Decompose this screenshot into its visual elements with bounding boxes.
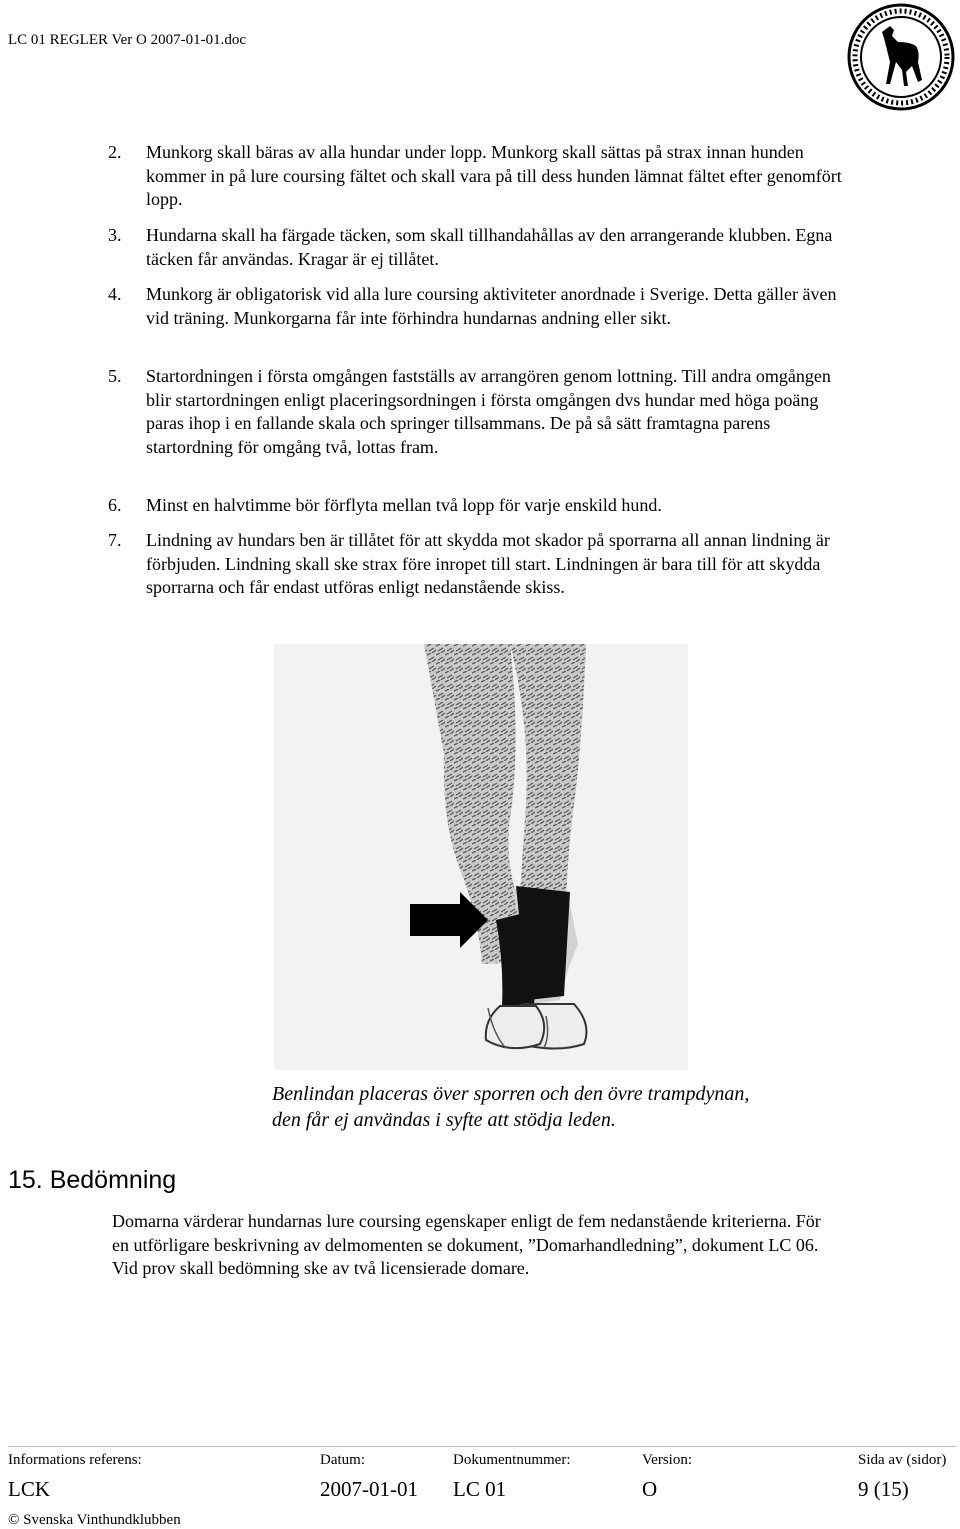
list-text: Minst en halvtimme bör förflyta mellan två lopp för varje enskild hund.: [146, 495, 662, 515]
footer-label-version: Version:: [642, 1452, 692, 1468]
footer-value-page: 9 (15): [858, 1477, 909, 1501]
list-number: 6.: [108, 495, 122, 515]
document-filename: LC 01 REGLER Ver O 2007-01-01.doc: [8, 32, 247, 48]
svenska-vinthundklubben-logo-icon: [846, 2, 956, 112]
illustration-caption: [272, 1081, 749, 1133]
list-text: Munkorg är obligatorisk vid alla lure coursing aktiviteter anordnade i Sverige. Detta gäller även vid träning. Munkorgarna får inte förhindra hundarnas andning eller sikt.: [146, 284, 837, 328]
list-number: 3.: [108, 225, 122, 245]
bandaged-dog-legs-illustration: [274, 644, 688, 1070]
list-number: 2.: [108, 142, 122, 162]
caption-line: den får ej användas i syfte att stödja leden.: [272, 1109, 616, 1131]
footer-value-version: O: [642, 1477, 658, 1501]
rule-item-4: [108, 283, 848, 330]
rule-item-5: [108, 365, 848, 459]
footer-divider: [8, 1446, 956, 1447]
copyright-notice: © Svenska Vinthundklubben: [8, 1512, 181, 1528]
footer-value-docnumber: LC 01: [453, 1477, 507, 1501]
footer-label-date: Datum:: [320, 1452, 365, 1468]
footer-value-date: 2007-01-01: [320, 1477, 418, 1501]
footer-label-reference: Informations referens:: [8, 1452, 142, 1468]
list-number: 4.: [108, 284, 122, 304]
rule-item-7: [108, 529, 848, 600]
list-number: 5.: [108, 366, 122, 386]
rule-item-3: [108, 224, 848, 271]
footer-label-docnumber: Dokumentnummer:: [453, 1452, 571, 1468]
section-body: Domarna värderar hundarnas lure coursing egenskaper enligt de fem nedanstående kriterierna. För en utförligare beskrivning av delmomenten se dokument, ”Domarhandledning”, dokument LC 06. Vid prov skall bedömning ske av två licensierade domare.: [112, 1211, 821, 1278]
list-text: Hundarna skall ha färgade täcken, som skall tillhandahållas av den arrangerande klubben. Egna täcken får användas. Kragar är ej tillåtet.: [146, 225, 833, 269]
list-text: Munkorg skall bäras av alla hundar under lopp. Munkorg skall sättas på strax innan hunden kommer in på lure coursing fältet och skall vara på till dess hunden lämnat fältet efter genomfört lopp.: [146, 142, 842, 209]
list-text: Startordningen i första omgången fastställs av arrangören genom lottning. Till andra omgången blir startordningen enligt placeringsordningen i första omgången dvs hundar med höga poäng paras ihop i en fallande skala och springer tillsammans. De på så sätt framtagna parens startordning för omgång två, lottas fram.: [146, 366, 831, 457]
list-text: Lindning av hundars ben är tillåtet för att skydda mot skador på sporrarna all annan lindning är förbjuden. Lindning skall ske strax före inropet till start. Lindningen är bara till för att skydda sporrarna och får endast utföras enligt nedanstående skiss.: [146, 530, 830, 597]
caption-line: Benlindan placeras över sporren och den övre trampdynan,: [272, 1083, 750, 1105]
rule-item-6: [108, 494, 848, 518]
rule-item-2: [108, 141, 848, 212]
footer-label-page: Sida av (sidor): [858, 1452, 947, 1468]
section-heading: 15. Bedömning: [8, 1166, 177, 1194]
list-number: 7.: [108, 530, 122, 550]
footer-value-reference: LCK: [8, 1477, 50, 1501]
